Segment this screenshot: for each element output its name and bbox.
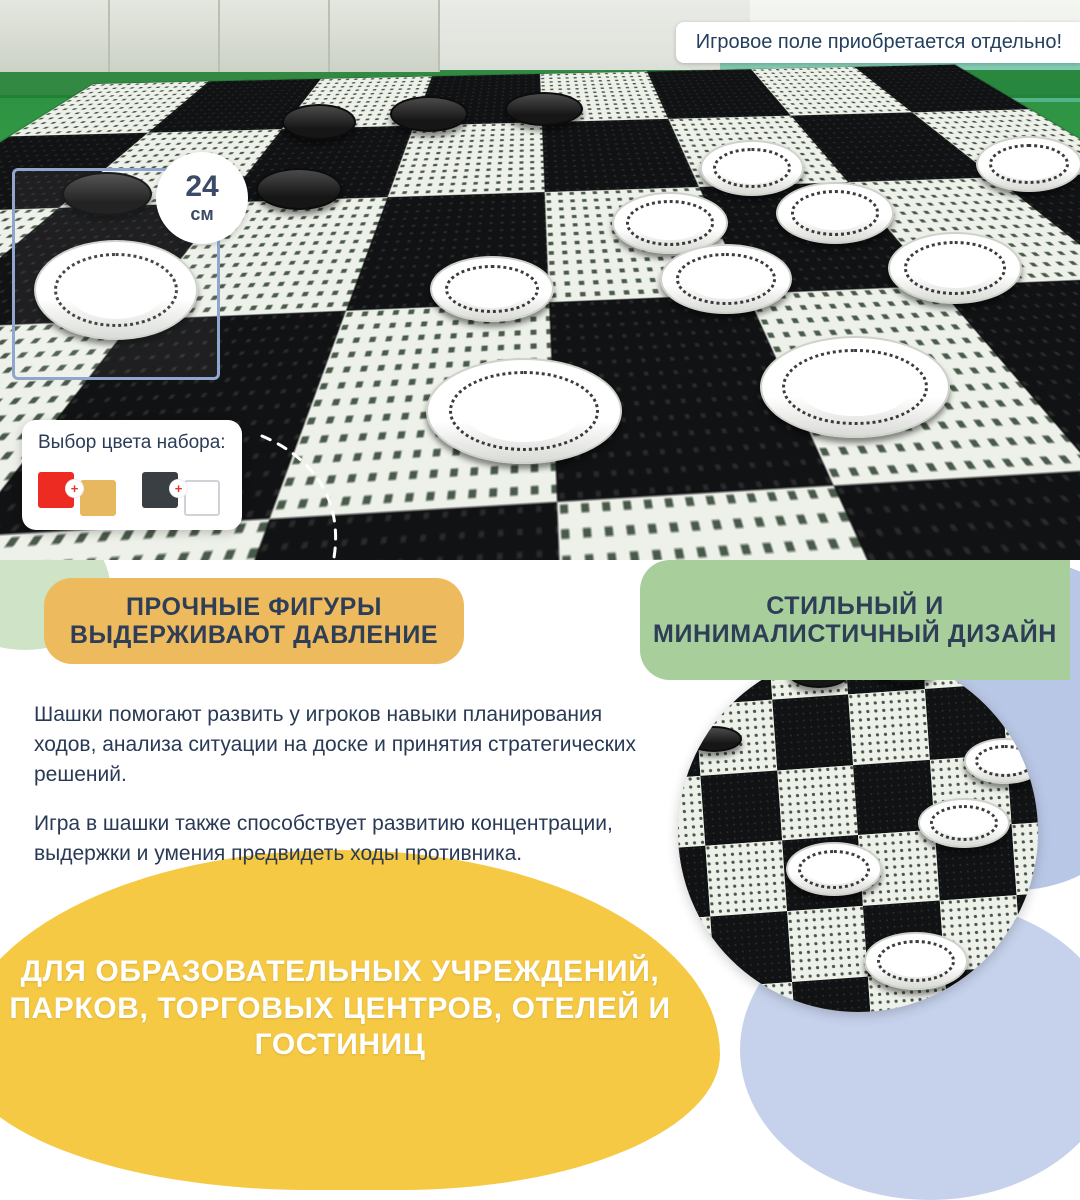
color-swatch-row — [38, 464, 226, 516]
notice-ribbon: Игровое поле приобретается отдельно! — [676, 22, 1080, 63]
swatch-beige[interactable] — [80, 480, 116, 516]
checker-piece-black — [686, 726, 742, 752]
detail-photo-circle — [678, 652, 1038, 1012]
checker-piece-white — [700, 140, 804, 196]
board-cell — [700, 770, 782, 846]
board-cell — [678, 846, 710, 922]
size-value: 24 — [185, 169, 219, 203]
feature-pill-design: СТИЛЬНЫЙ И МИНИМАЛИСТИЧНЫЙ ДИЗАЙН — [640, 560, 1070, 680]
color-option-red-beige[interactable] — [38, 464, 116, 516]
checker-piece-white — [964, 738, 1038, 784]
size-callout-badge — [156, 152, 248, 244]
swatch-white[interactable] — [184, 480, 220, 516]
hero-photo-giant-checkers — [0, 0, 1080, 560]
checker-piece-white — [430, 256, 554, 322]
board-cell — [786, 906, 868, 982]
feature-pill-durable: ПРОЧНЫЕ ФИГУРЫ ВЫДЕРЖИВАЮТ ДАВЛЕНИЕ — [44, 578, 464, 664]
color-picker-card[interactable] — [22, 420, 242, 530]
board-cell — [705, 841, 787, 917]
plus-icon: + — [170, 480, 187, 497]
board-cell — [1021, 961, 1038, 1012]
color-option-dark-white[interactable] — [142, 464, 220, 516]
description-block — [34, 700, 654, 869]
board-cell — [710, 912, 792, 988]
board-cell — [832, 470, 1080, 560]
checker-piece-white — [918, 798, 1010, 848]
size-unit: см — [190, 203, 214, 224]
checker-piece-black — [390, 96, 468, 132]
checker-piece-black — [505, 92, 583, 126]
checker-piece-white — [864, 932, 968, 990]
board-cell — [715, 982, 797, 1012]
checker-piece-black — [282, 104, 356, 140]
checker-piece-white — [776, 182, 894, 244]
board-cell — [678, 988, 720, 1012]
checker-piece-white — [786, 842, 882, 896]
description-paragraph-2: Игра в шашки также способствует развитию концентрации, выдержки и умения предвидеть ходы противника. — [34, 812, 613, 866]
board-cell — [678, 917, 715, 993]
description-paragraph-1: Шашки помогают развить у игроков навыки планирования ходов, анализа ситуации на доске и принятия стратегических решений. — [34, 703, 637, 786]
checker-piece-white — [660, 244, 792, 314]
board-cell — [776, 765, 858, 841]
plus-icon: + — [66, 480, 83, 497]
bottom-headline: ДЛЯ ОБРАЗОВАТЕЛЬНЫХ УЧРЕЖДЕНИЙ, ПАРКОВ, ТОРГОВЫХ ЦЕНТРОВ, ОТЕЛЕЙ И ГОСТИНИЦ — [9, 955, 671, 1062]
board-cell — [772, 694, 854, 770]
checker-piece-white — [888, 232, 1022, 304]
board-cell — [791, 977, 873, 1012]
board-cell — [848, 689, 930, 765]
board-cell — [387, 122, 545, 197]
board-cell — [1011, 820, 1038, 896]
checker-piece-white — [426, 358, 622, 464]
color-picker-title: Выбор цвета набора: — [38, 432, 226, 453]
checker-piece-white — [976, 136, 1080, 192]
checker-piece-black — [256, 168, 342, 210]
checker-piece-white — [760, 336, 950, 438]
